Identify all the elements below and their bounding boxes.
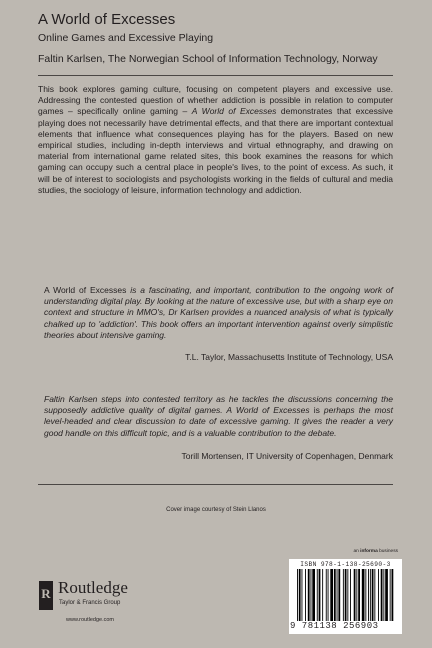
review-2-attribution: Torill Mortensen, IT University of Copenhagen, Denmark	[181, 451, 393, 461]
publisher-website: www.routledge.com	[66, 617, 114, 623]
review-2-text-before: Faltin Karlsen steps into contested territory as he tackles the discussions concerning the supposedly addictive quality of digital games. A World of Excesses	[44, 394, 393, 416]
author-line: Faltin Karlsen, The Norwegian School of Information Technology, Norway	[38, 53, 378, 65]
logo-letter: R	[41, 586, 51, 601]
barcode-bars-icon	[297, 569, 394, 621]
isbn-label: ISBN 978-1-138-25690-3	[300, 561, 391, 568]
review-2-text-after: perhaps the most level-headed and clear discussion to date of excessive gaming. It gives the reader a very good handle on this difficult topic, and is a valuable contribution to the debate.	[44, 405, 394, 438]
bottom-divider	[38, 484, 393, 485]
publisher-name: Routledge	[58, 578, 128, 597]
publisher-group: Taylor & Francis Group	[59, 600, 121, 606]
informa-business-tag	[353, 549, 398, 555]
review-1-attribution: T.L. Taylor, Massachusetts Institute of Technology, USA	[185, 352, 393, 362]
review-quote-2	[44, 394, 393, 439]
description-italic-title: A World of Excesses	[191, 106, 277, 117]
informa-prefix: an	[353, 549, 361, 554]
barcode-digits: 9 781138 256903	[290, 621, 379, 631]
book-title: A World of Excesses	[38, 11, 176, 28]
informa-brand: informa	[360, 549, 378, 554]
review-1-text: is a fascinating, and important, contribution to the ongoing work of understanding digital play. By looking at the nature of excessive use, but with a sharp eye on context and structure in MMO's, Dr Karlsen provides a nuanced analysis of what is typically chalked up to 'addiction'. This book offers an important intervention against overly simplistic theories about intensive gaming.	[44, 285, 394, 340]
description-part-2: demonstrates that excessive playing does not necessarily have detrimental effects, and that there are important contextual elements that influence what consequences playing has for the players. Based on new empirical studies, including in-depth interviews and virtual ethnography, and drawing on material from international game related sites, this book examines the reasons for which gaming can occupy such a central place in people's lives, to the point of excess. As such, it will be of interest to sociologists and psychologists working in the fields of cultural and media studies, the sociology of leisure, information technology and addiction.	[38, 106, 393, 195]
isbn-barcode	[289, 559, 402, 634]
review-quote-1	[44, 285, 393, 341]
book-description	[38, 84, 393, 196]
top-divider	[38, 75, 393, 76]
routledge-logo-icon	[39, 581, 53, 610]
book-subtitle: Online Games and Excessive Playing	[38, 32, 214, 44]
informa-suffix: business	[377, 549, 398, 554]
review-1-lead: A World of Excesses	[44, 285, 127, 295]
review-2-mid: is	[309, 405, 320, 416]
description-part-1: This book explores gaming culture, focusing on competent players and excessive use. Addressing the contested question of whether addiction is possible in relation to computer games – specifically online gaming –	[38, 84, 393, 117]
cover-image-credit: Cover image courtesy of Stein Llanos	[166, 507, 266, 513]
